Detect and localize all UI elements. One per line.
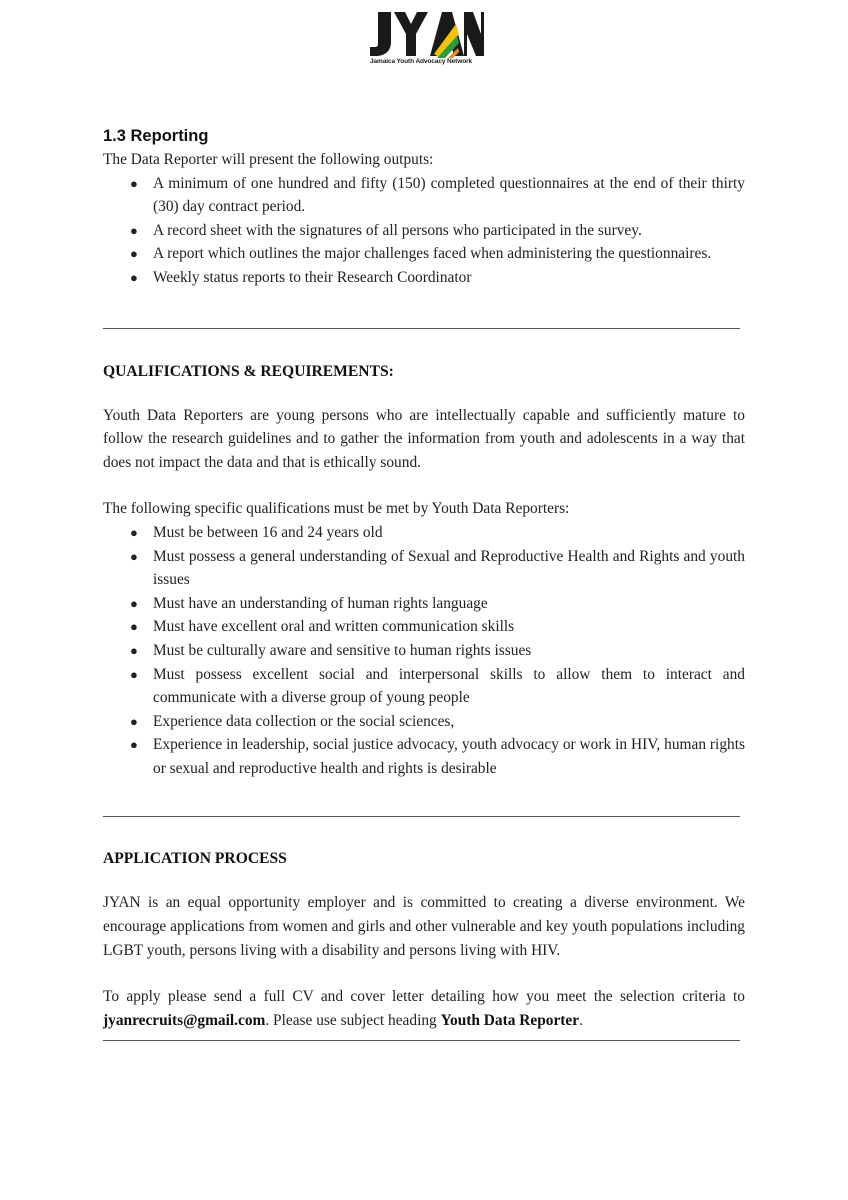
bullet-icon: ● — [130, 666, 138, 682]
qualifications-list — [103, 521, 745, 781]
bullet-icon: ● — [130, 175, 138, 191]
document-body — [103, 124, 745, 1041]
list-item: ● Experience data collection or the social sciences, — [103, 710, 745, 734]
jyan-logo — [364, 8, 484, 68]
bullet-icon: ● — [130, 524, 138, 540]
list-item: ● A minimum of one hundred and fifty (150) completed questionnaires at the end of their thirty (30) day contract period. — [103, 172, 745, 219]
application-instructions: To apply please send a full CV and cover letter detailing how you meet the selection criteria to jyanrecruits@gmail.com. Please use subject heading Youth Data Reporter. — [103, 988, 745, 1029]
list-item: ● Must possess excellent social and interpersonal skills to allow them to interact and communicate with a diverse group of young people — [103, 663, 745, 710]
bullet-icon: ● — [130, 548, 138, 564]
bullet-icon: ● — [130, 269, 138, 285]
bullet-icon: ● — [130, 246, 138, 262]
list-item: ● A report which outlines the major challenges faced when administering the questionnaires. — [103, 242, 745, 266]
bullet-icon: ● — [130, 713, 138, 729]
list-item: ● Must possess a general understanding of Sexual and Reproductive Health and Rights and youth issues — [103, 545, 745, 592]
divider — [103, 328, 740, 329]
subject-heading: Youth Data Reporter — [440, 1011, 580, 1029]
qualifications-paragraph: Youth Data Reporters are young persons who are intellectually capable and sufficiently mature to follow the research guidelines and to gather the information from youth and adolescents in a way that does not impact the data and that is ethically sound. — [103, 406, 745, 471]
application-paragraph: JYAN is an equal opportunity employer and is committed to creating a diverse environment. We encourage applications from women and girls and other vulnerable and key youth populations including LGBT youth, persons living with a disability and persons living with HIV. — [103, 894, 745, 959]
list-item: ● Experience in leadership, social justice advocacy, youth advocacy or work in HIV, human rights or sexual and reproductive health and rights is desirable — [103, 733, 745, 780]
bullet-icon: ● — [130, 595, 138, 611]
reporting-intro: The Data Reporter will present the following outputs: — [103, 151, 434, 168]
divider — [103, 816, 740, 817]
application-heading: APPLICATION PROCESS — [103, 850, 287, 868]
list-item: ● A record sheet with the signatures of all persons who participated in the survey. — [103, 219, 745, 243]
reporting-heading: 1.3 Reporting — [103, 127, 209, 145]
bullet-icon: ● — [130, 222, 138, 238]
bullet-icon: ● — [130, 737, 138, 753]
list-item: ● Must have excellent oral and written communication skills — [103, 615, 745, 639]
qualifications-intro: The following specific qualifications must be met by Youth Data Reporters: — [103, 500, 570, 518]
bullet-icon: ● — [130, 619, 138, 635]
email-address[interactable]: jyanrecruits@gmail.com — [103, 1011, 266, 1029]
divider — [103, 1040, 740, 1041]
bullet-icon: ● — [130, 642, 138, 658]
list-item: ● Must be culturally aware and sensitive to human rights issues — [103, 639, 745, 663]
list-item: ● Must have an understanding of human rights language — [103, 592, 745, 616]
logo-tagline: Jamaica Youth Advocacy Network — [370, 58, 473, 65]
qualifications-heading: QUALIFICATIONS & REQUIREMENTS: — [103, 362, 394, 380]
list-item: ● Must be between 16 and 24 years old — [103, 521, 745, 545]
reporting-list — [103, 172, 745, 290]
list-item: ● Weekly status reports to their Research Coordinator — [103, 266, 745, 290]
